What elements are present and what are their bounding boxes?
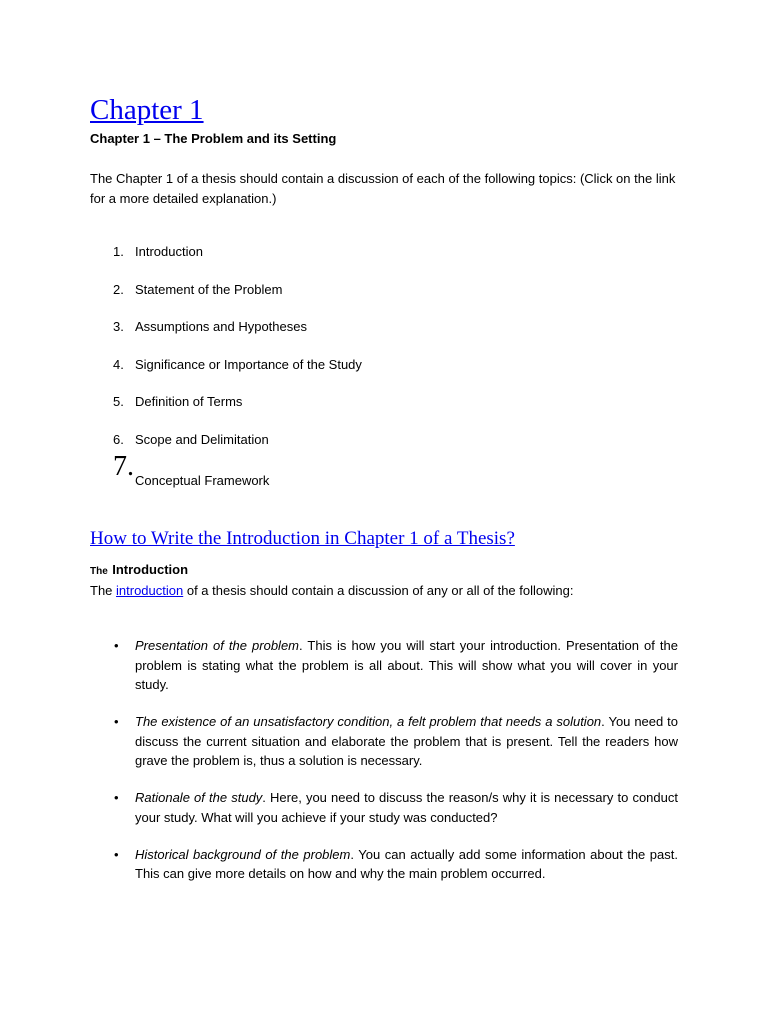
bullet-item — [90, 636, 678, 695]
bullet-text: . You can actually add some information about the past. This can give more details on how and why the main problem occurred. — [135, 846, 678, 881]
bullet-symbol: • — [114, 638, 119, 653]
section-heading-link[interactable]: How to Write the Introduction in Chapter 1 of a Thesis? — [90, 528, 515, 549]
topic-item-significance — [90, 357, 678, 395]
topic-label: Statement of the Problem — [135, 281, 283, 297]
topic-number: 3. — [113, 319, 124, 334]
lead-after: of a thesis should contain a discussion of any or all of the following: — [183, 583, 574, 598]
topic-number: 2. — [113, 281, 124, 297]
intro-paragraph: The Chapter 1 of a thesis should contain a discussion of each of the following topics: (Click on the link for a more detailed explanation.) — [90, 171, 676, 206]
topic-item-introduction — [90, 244, 678, 282]
bullet-symbol: • — [114, 714, 119, 729]
introduction-subheading — [90, 561, 678, 581]
chapter-subtitle: Chapter 1 – The Problem and its Setting — [90, 131, 337, 146]
topic-item-statement-of-problem — [90, 282, 678, 320]
introduction-link[interactable]: introduction — [116, 583, 184, 598]
topic-number: 7. — [113, 451, 134, 482]
subheading-word: Introduction — [112, 562, 189, 577]
topic-label: Conceptual Framework — [135, 473, 270, 488]
bullet-list — [90, 636, 678, 884]
bullet-symbol: • — [114, 790, 119, 805]
topic-label: Significance or Importance of the Study — [135, 356, 362, 372]
bullet-item — [90, 712, 678, 771]
bullet-text: . This is how you will start your introduction. Presentation of the problem is stating what the problem is all about. This will show what you will cover in your study. — [135, 638, 678, 692]
bullet-text: . You need to discuss the current situation and elaborate the problem that is present. Tell the readers how grave the problem is, thus a solution is necessary. — [135, 714, 678, 768]
chapter-title-link[interactable]: Chapter 1 — [90, 94, 204, 126]
document-page — [90, 92, 678, 901]
topic-item-definition-of-terms — [90, 394, 678, 432]
topic-list — [90, 244, 678, 509]
topic-number: 4. — [113, 356, 124, 372]
topic-label: Introduction — [135, 244, 203, 259]
topic-number: 6. — [113, 431, 124, 447]
topic-item-scope — [90, 432, 678, 470]
bullet-item — [90, 788, 678, 827]
topic-number: 1. — [113, 244, 124, 259]
subheading-article: The — [90, 566, 108, 577]
lead-before: The — [90, 583, 117, 598]
bullet-text: . Here, you need to discuss the reason/s why it is necessary to conduct your study. What will you achieve if your study was conducted? — [135, 790, 678, 825]
topic-number: 5. — [113, 394, 124, 409]
bullet-symbol: • — [114, 846, 119, 862]
topic-item-conceptual-framework — [90, 451, 678, 509]
bullet-title: The existence of an unsatisfactory condition, a felt problem that needs a solution — [135, 714, 602, 729]
bullet-item — [90, 845, 678, 884]
bullet-title: Rationale of the study — [135, 790, 263, 805]
bullet-title: Historical background of the problem — [135, 846, 351, 862]
topic-label: Scope and Delimitation — [135, 431, 269, 447]
topic-item-assumptions — [90, 319, 678, 357]
topic-label: Assumptions and Hypotheses — [135, 319, 307, 334]
introduction-lead — [90, 582, 678, 600]
bullet-title: Presentation of the problem — [135, 638, 300, 653]
topic-label: Definition of Terms — [135, 394, 243, 409]
